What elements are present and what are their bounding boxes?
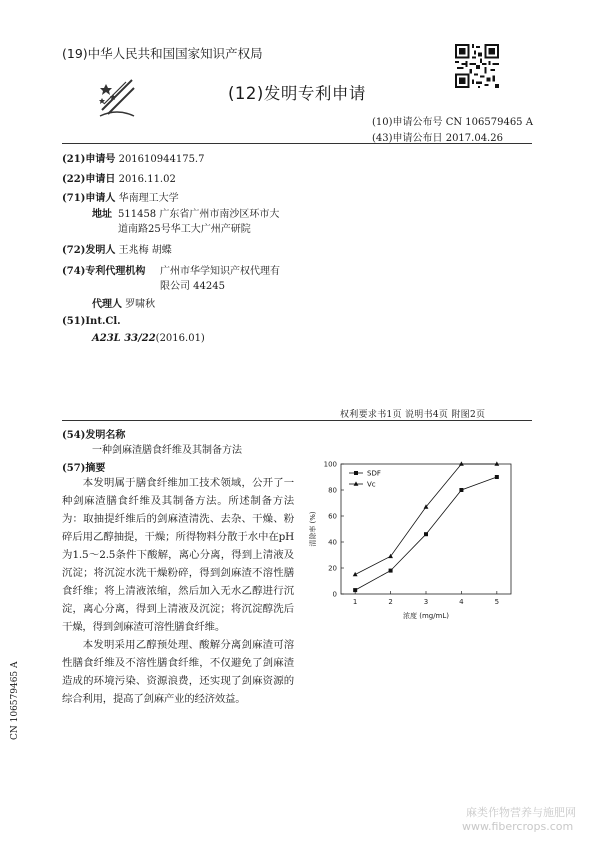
- filing-date: [62, 170, 176, 185]
- inventors-value: 王兆梅 胡蝶: [118, 245, 172, 256]
- x-tick-label: 5: [494, 598, 500, 606]
- application-number-value: 201610944175.7: [118, 154, 205, 165]
- x-tick-label: 1: [352, 598, 358, 606]
- legend-label-sdf: SDF: [367, 469, 381, 478]
- filing-date-value: 2016.11.02: [118, 174, 176, 185]
- office-name: (19)中华人民共和国国家知识产权局: [62, 46, 263, 61]
- legend-marker-vc: [354, 481, 359, 485]
- x-tick-label: 2: [388, 598, 393, 606]
- legend-marker-sdf: [354, 471, 358, 475]
- agent-value: 罗啸秋: [125, 299, 156, 310]
- biblio-divider: [62, 420, 532, 421]
- address-line-2: 道南路25号华工大广州产研院: [118, 224, 251, 235]
- filing-date-label: (22)申请日: [62, 174, 116, 185]
- invention-title: 一种剑麻渣膳食纤维及其制备方法: [92, 445, 242, 456]
- side-publication-number-text: CN 106579465 A: [10, 661, 20, 740]
- y-tick-label: 100: [323, 460, 337, 469]
- intcl-code: A23L 33/22: [92, 333, 156, 344]
- data-point-sdf: [424, 532, 428, 536]
- agent-label: 代理人: [92, 299, 122, 310]
- qr-code: [455, 44, 499, 88]
- application-number: [62, 150, 204, 165]
- abstract-paragraph-2: 本发明采用乙醇预处理、酸解分离剑麻渣可溶性膳食纤维及不溶性膳食纤维，不仅避免了剑麻渣造成的环境污染、资源浪费，还实现了剑麻资源的综合利用，提高了剑麻产业的经济效益。: [62, 639, 294, 705]
- agent: [92, 295, 155, 310]
- x-tick-label: 4: [459, 598, 464, 606]
- data-point-vc: [494, 461, 499, 465]
- abstract-label: (57)摘要: [62, 463, 106, 474]
- intcl-label: (51)Int.Cl.: [62, 316, 121, 327]
- agency-line-2: 限公司 44245: [160, 281, 225, 292]
- address-line-1: 511458 广东省广州市南沙区环市大: [118, 209, 280, 220]
- x-tick-label: 3: [423, 598, 429, 606]
- data-point-sdf: [389, 569, 393, 573]
- y-tick-label: 80: [328, 486, 337, 495]
- y-tick-label: 20: [328, 564, 337, 573]
- address-label: 地址: [92, 209, 112, 220]
- intcl-date: (2016.01): [155, 333, 205, 344]
- line-chart: [303, 456, 523, 626]
- abstract-figure: [303, 456, 523, 626]
- abstract-body: [62, 474, 294, 708]
- abstract-paragraph-1: 本发明属于膳食纤维加工技术领域，公开了一种剑麻渣膳食纤维及其制备方法。所述制备方法为：取抽提纤维后的剑麻渣清洗、去杂、干燥、粉碎后用乙醇抽提，干燥；所得物料分散于水中在pH为1.5～2.5条件下酸解，离心分离，得到上清液及沉淀；将沉淀水洗干燥粉碎，得到剑麻渣不溶性膳食纤维；将上清液浓缩，然后加入无水乙醇进行沉淀，离心分离，得到上清液及沉淀；将沉淀醇洗后干燥，得到剑麻渣可溶性膳食纤维。: [62, 477, 294, 633]
- header-divider: [62, 143, 532, 144]
- data-point-sdf: [353, 588, 357, 592]
- publication-date: (43)申请公布日 2017.04.26: [372, 133, 503, 144]
- y-tick-label: 40: [328, 538, 337, 547]
- applicant-label: (71)申请人: [62, 193, 116, 204]
- y-tick-label: 60: [328, 512, 337, 521]
- data-point-sdf: [459, 488, 463, 492]
- intcl-entry: [92, 333, 205, 344]
- watermark-title: 麻类作物营养与施肥网: [466, 806, 576, 819]
- legend-label-vc: Vc: [367, 480, 376, 489]
- agency-label: (74)专利代理机构: [62, 266, 146, 277]
- y-tick-label: 0: [332, 590, 337, 599]
- x-axis-label: 浓度 (mg/mL): [402, 612, 450, 620]
- y-axis-label: 清除率 (%): [309, 511, 317, 547]
- applicant-value: 华南理工大学: [118, 193, 179, 204]
- application-number-label: (21)申请号: [62, 154, 116, 165]
- data-point-vc: [353, 572, 358, 576]
- inventors-label: (72)发明人: [62, 245, 116, 256]
- publication-number: (10)申请公布号 CN 106579465 A: [372, 117, 533, 128]
- data-point-sdf: [495, 475, 499, 479]
- watermark-url: www.fibercrops.com: [462, 820, 574, 833]
- agency-line-1: 广州市华学知识产权代理有: [160, 266, 280, 277]
- title-label: (54)发明名称: [62, 430, 126, 441]
- document-type: (12)发明专利申请: [228, 84, 366, 103]
- page-counts: 权利要求书1页 说明书4页 附图2页: [340, 410, 486, 420]
- applicant: [62, 189, 179, 204]
- data-point-vc: [459, 461, 464, 465]
- cnipa-logo: [98, 74, 136, 120]
- series-line-vc: [355, 464, 497, 575]
- inventors: [62, 241, 172, 256]
